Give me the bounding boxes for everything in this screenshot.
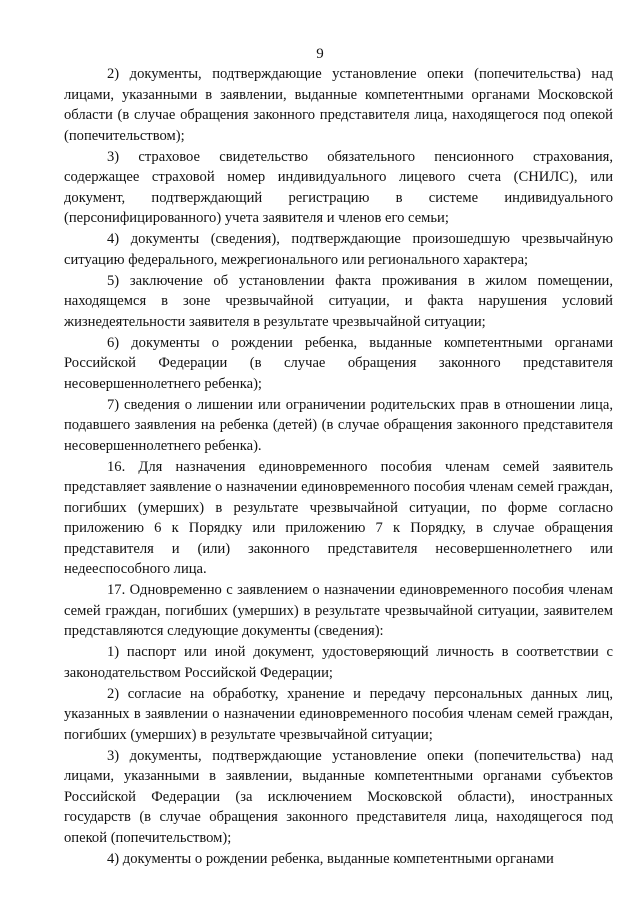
paragraph-item-1-passport: 1) паспорт или иной документ, удостоверяющий личность в соответствии с законодательством Российской Федерации; xyxy=(64,644,613,681)
paragraph-item-3-snils: 3) страховое свидетельство обязательного пенсионного страхования, содержащее страховой номер индивидуального лицевого счета (СНИЛС), или документ, подтверждающий регистрацию в системе индивидуального (персонифицированного) учета заявителя и членов его семьи; xyxy=(64,148,613,226)
paragraph-item-4-birth-documents-partial: 4) документы о рождении ребенка, выданные компетентными органами xyxy=(107,850,554,867)
document-body xyxy=(64,64,613,870)
paragraph-item-3-guardianship-subjects: 3) документы, подтверждающие установление опеки (попечительства) над лицами, указанными в заявлении, выданные компетентными органами субъектов Российской Федерации (за исключением Московской области), иностранных государств (в случае обращения законного представителя лица, находящегося под опекой (попечительством); xyxy=(64,747,613,846)
paragraph-clause-16: 16. Для назначения единовременного пособия членам семей заявитель представляет заявление о назначении единовременного пособия членам семей граждан, погибших (умерших) в результате чрезвычайной ситуации, по форме согласно приложению 6 к Порядку или приложению 7 к Порядку, в случае обращения представителя и (или) законного представителя несовершеннолетнего или недееспособного лица. xyxy=(64,458,613,577)
page-number: 9 xyxy=(316,46,324,62)
paragraph-item-2-consent: 2) согласие на обработку, хранение и передачу персональных данных лиц, указанных в заявлении о назначении единовременного пособия членам семей граждан, погибших (умерших) в результате чрезвычайной ситуации; xyxy=(64,685,613,743)
paragraph-item-6-birth-documents: 6) документы о рождении ребенка, выданные компетентными органами Российской Федерации (в случае обращения законного представителя несовершеннолетнего ребенка); xyxy=(64,334,613,392)
paragraph-item-2-guardianship-moscow: 2) документы, подтверждающие установление опеки (попечительства) над лицами, указанными в заявлении, выданные компетентными органами Московской области (в случае обращения законного представителя лица, находящегося под опекой (попечительством); xyxy=(64,66,613,144)
paragraph-item-5-residence-conclusion: 5) заключение об установлении факта проживания в жилом помещении, находящемся в зоне чрезвычайной ситуации, и факта нарушения условий жизнедеятельности заявителя в результате чрезвычайной ситуации; xyxy=(64,272,613,330)
paragraph-clause-17: 17. Одновременно с заявлением о назначении единовременного пособия членам семей граждан, погибших (умерших) в результате чрезвычайной ситуации, заявителем представляются следующие документы (сведения): xyxy=(64,582,613,639)
paragraph-item-7-parental-rights: 7) сведения о лишении или ограничении родительских прав в отношении лица, подавшего заявления на ребенка (детей) (в случае обращения законного представителя несовершеннолетнего ребенка). xyxy=(64,396,613,454)
paragraph-item-4-emergency-documents: 4) документы (сведения), подтверждающие произошедшую чрезвычайную ситуацию федерального, межрегионального или регионального характера; xyxy=(64,231,613,268)
